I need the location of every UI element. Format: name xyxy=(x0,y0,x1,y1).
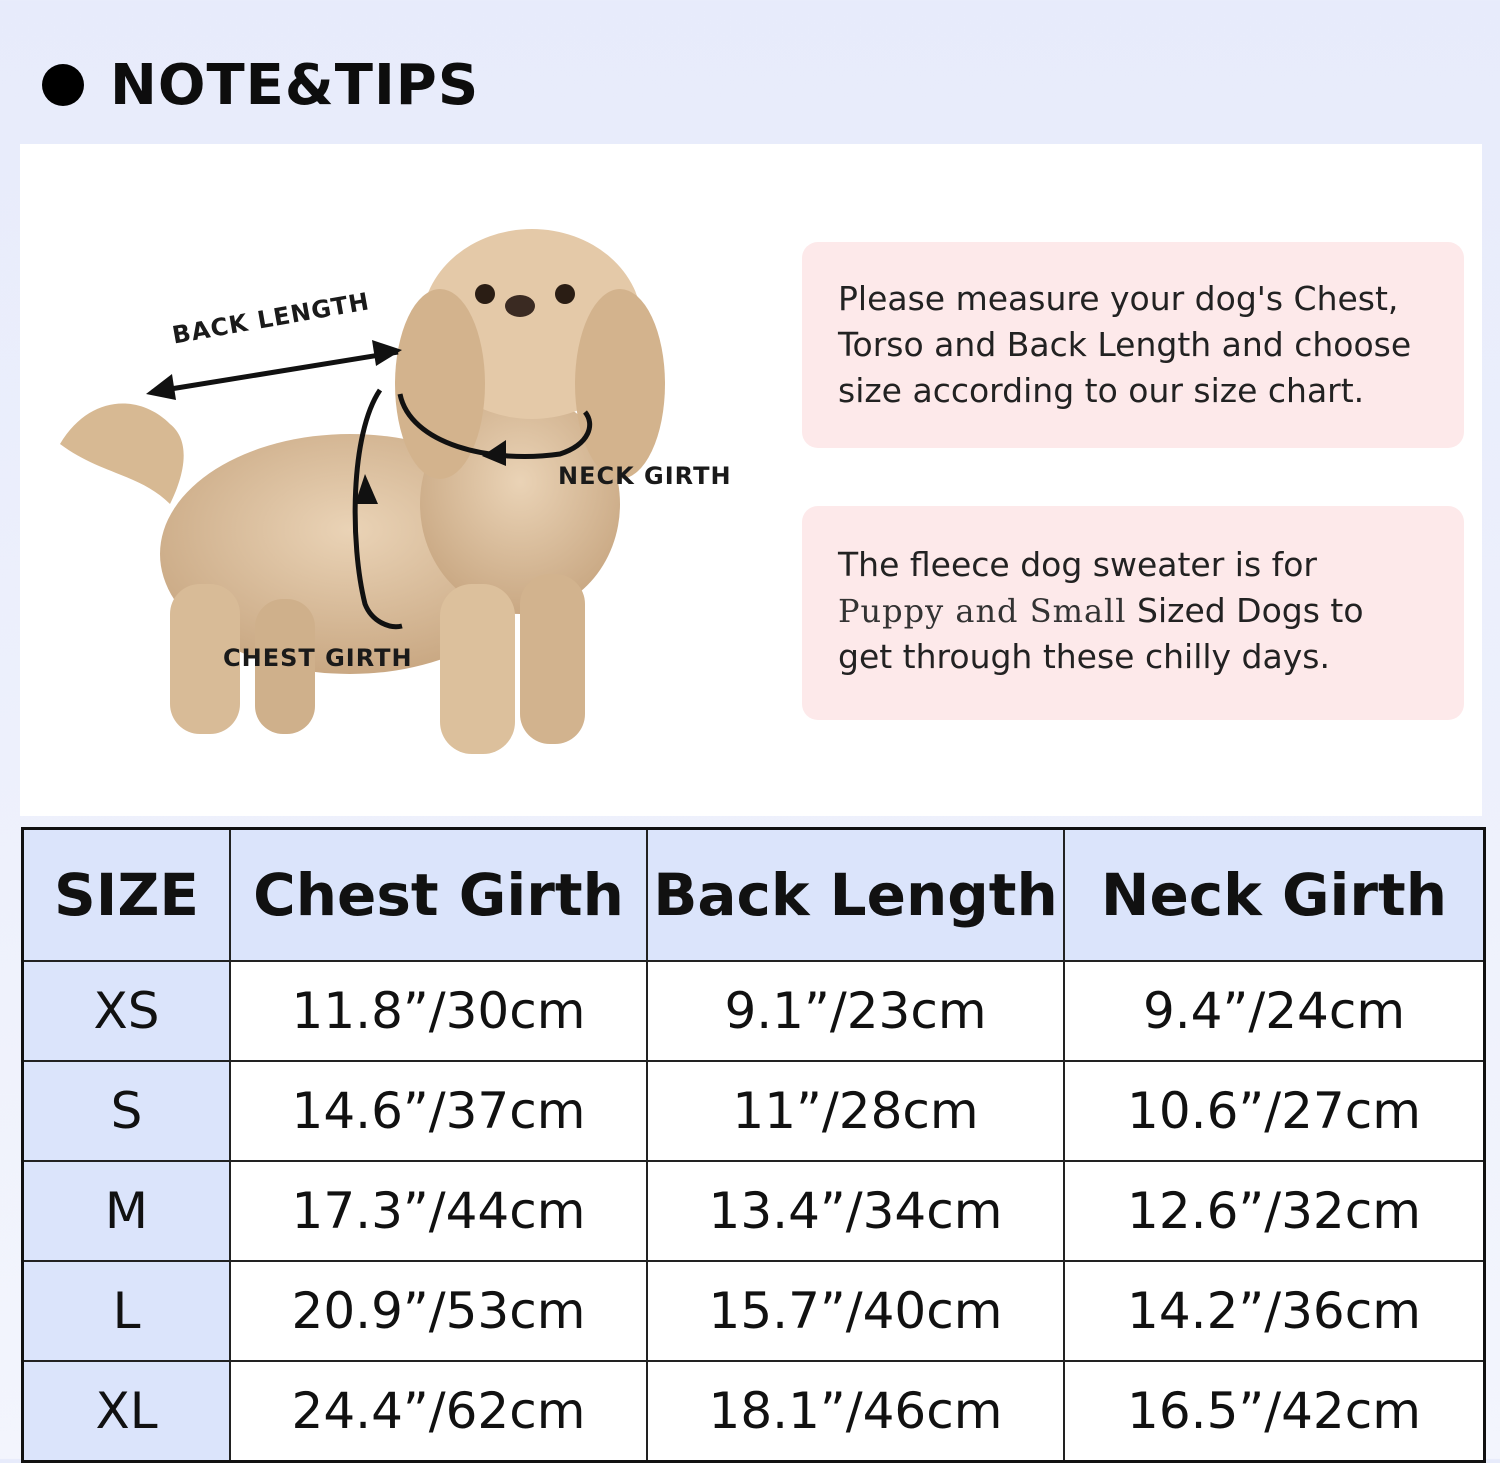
chest-cell: 17.3”/44cm xyxy=(230,1161,647,1261)
back-cell: 15.7”/40cm xyxy=(647,1261,1064,1361)
table-row xyxy=(23,1361,1485,1462)
neck-cell: 16.5”/42cm xyxy=(1064,1361,1485,1462)
size-cell: XS xyxy=(23,961,231,1061)
note-line: Torso and Back Length and choose xyxy=(838,325,1412,364)
measure-note xyxy=(802,242,1464,448)
neck-cell: 10.6”/27cm xyxy=(1064,1061,1485,1161)
chest-cell: 14.6”/37cm xyxy=(230,1061,647,1161)
chest-cell: 24.4”/62cm xyxy=(230,1361,647,1462)
chest-cell: 20.9”/53cm xyxy=(230,1261,647,1361)
column-header-chest: Chest Girth xyxy=(230,829,647,962)
note-line: Please measure your dog's Chest, xyxy=(838,279,1399,318)
back-cell: 18.1”/46cm xyxy=(647,1361,1064,1462)
size-cell: S xyxy=(23,1061,231,1161)
size-cell: M xyxy=(23,1161,231,1261)
info-panel xyxy=(20,144,1482,816)
back-cell: 11”/28cm xyxy=(647,1061,1064,1161)
table-row xyxy=(23,1061,1485,1161)
page-title: NOTE&TIPS xyxy=(110,52,480,118)
note-line: The fleece dog sweater is for xyxy=(838,545,1317,584)
neck-cell: 14.2”/36cm xyxy=(1064,1261,1485,1361)
table-row xyxy=(23,1161,1485,1261)
note-line: size according to our size chart. xyxy=(838,371,1365,410)
table-row xyxy=(23,1261,1485,1361)
chest-cell: 11.8”/30cm xyxy=(230,961,647,1061)
table-row xyxy=(23,961,1485,1061)
bullet-icon xyxy=(42,64,84,106)
neck-cell: 12.6”/32cm xyxy=(1064,1161,1485,1261)
size-cell: XL xyxy=(23,1361,231,1462)
fleece-note xyxy=(802,506,1464,720)
dog-measurement-diagram xyxy=(20,144,780,816)
column-header-back: Back Length xyxy=(647,829,1064,962)
chest-girth-label: CHEST GIRTH xyxy=(223,644,413,672)
note-line: get through these chilly days. xyxy=(838,637,1330,676)
page-header xyxy=(42,50,479,120)
back-cell: 13.4”/34cm xyxy=(647,1161,1064,1261)
column-header-size: SIZE xyxy=(23,829,231,962)
back-cell: 9.1”/23cm xyxy=(647,961,1064,1061)
column-header-neck: Neck Girth xyxy=(1064,829,1485,962)
neck-girth-label: NECK GIRTH xyxy=(558,462,732,490)
neck-cell: 9.4”/24cm xyxy=(1064,961,1485,1061)
note-text: Sized Dogs to xyxy=(1126,591,1364,630)
note-highlight: Puppy and Small xyxy=(838,592,1127,630)
size-cell: L xyxy=(23,1261,231,1361)
size-chart-table xyxy=(21,827,1486,1463)
note-line xyxy=(838,588,1428,634)
back-length-label: BACK LENGTH xyxy=(170,287,372,350)
table-header-row xyxy=(23,829,1485,962)
